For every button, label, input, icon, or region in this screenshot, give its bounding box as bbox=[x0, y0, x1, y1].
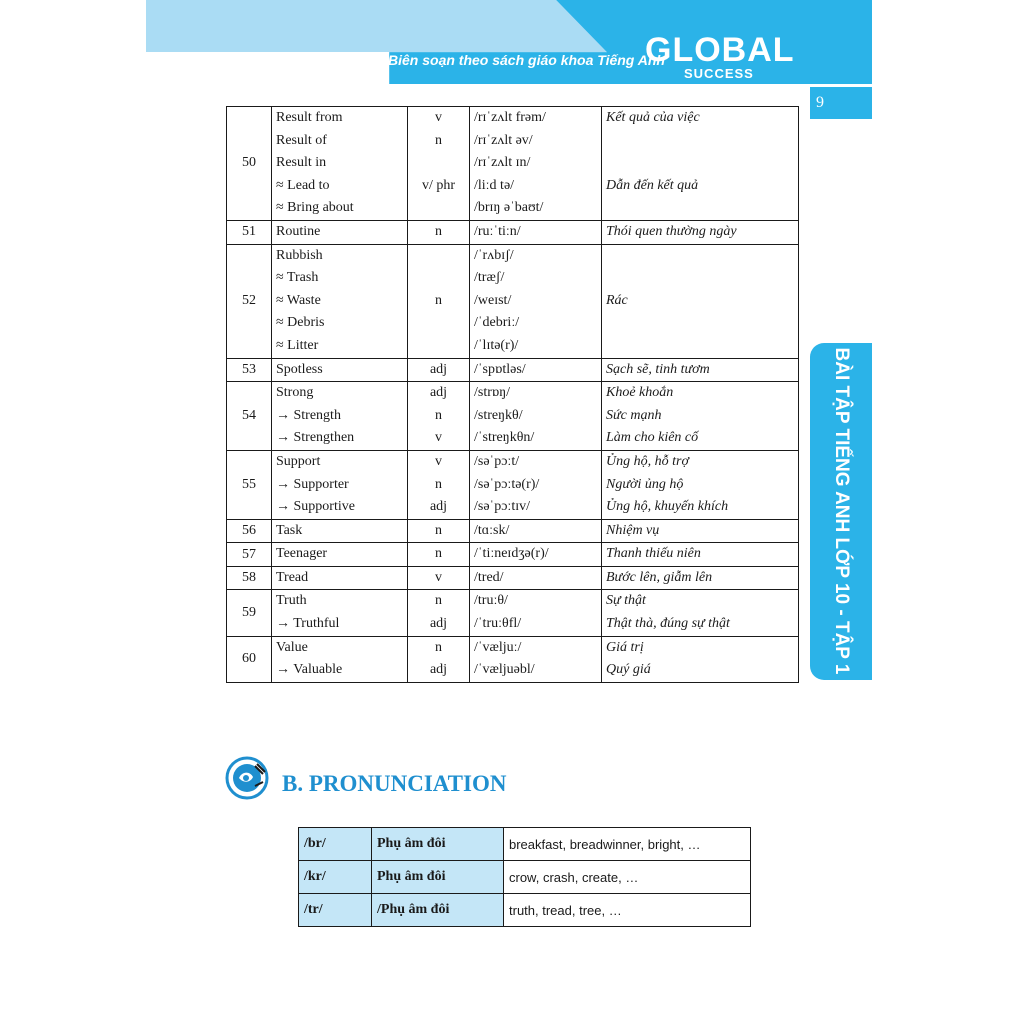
pronunciation-table bbox=[298, 827, 751, 927]
entry-meaning-cell bbox=[602, 450, 799, 519]
entry-meaning: Giá trị bbox=[606, 639, 644, 655]
entry-number: 53 bbox=[227, 358, 272, 382]
logo-global: GLOBAL bbox=[645, 31, 795, 69]
entry-ipa: /tɑːsk/ bbox=[474, 522, 510, 538]
entry-ipa: /liːd tə/ bbox=[474, 177, 515, 193]
entry-word-cell bbox=[272, 519, 408, 543]
entry-word-cell bbox=[272, 450, 408, 519]
entry-ipa-cell bbox=[470, 244, 602, 358]
entry-part-of-speech bbox=[412, 267, 465, 290]
sound-examples: truth, tread, tree, … bbox=[504, 894, 751, 927]
table-row bbox=[299, 861, 751, 894]
entry-word: Support bbox=[276, 453, 321, 469]
entry-part-of-speech bbox=[412, 197, 465, 220]
entry-part-of-speech-cell bbox=[408, 590, 470, 636]
entry-meaning bbox=[606, 197, 794, 220]
entry-word: ≈ Trash bbox=[276, 270, 319, 286]
entry-word-cell bbox=[272, 382, 408, 451]
entry-part-of-speech-cell bbox=[408, 543, 470, 567]
entry-part-of-speech: n bbox=[435, 522, 442, 538]
entry-word: Task bbox=[276, 522, 303, 538]
entry-part-of-speech bbox=[412, 312, 465, 335]
entry-meaning: Sạch sẽ, tinh tươm bbox=[606, 361, 710, 377]
entry-word: → Strengthen bbox=[276, 430, 355, 446]
entry-ipa-cell bbox=[470, 566, 602, 590]
entry-number: 51 bbox=[227, 220, 272, 244]
entry-meaning bbox=[606, 312, 794, 335]
entry-part-of-speech: v/ phr bbox=[421, 177, 456, 193]
entry-ipa-cell bbox=[470, 107, 602, 221]
entry-meaning-cell bbox=[602, 244, 799, 358]
entry-word: ≈ Bring about bbox=[276, 200, 354, 216]
entry-meaning: Rác bbox=[606, 292, 628, 308]
entry-part-of-speech: adj bbox=[429, 616, 448, 632]
entry-ipa-cell bbox=[470, 543, 602, 567]
entry-meaning: Người ủng hộ bbox=[606, 476, 684, 492]
entry-part-of-speech bbox=[412, 245, 465, 268]
entry-part-of-speech: adj bbox=[429, 662, 448, 678]
entry-ipa-cell bbox=[470, 358, 602, 382]
header-subtitle: Biên soạn theo sách giáo khoa Tiếng Anh bbox=[388, 52, 665, 68]
entry-part-of-speech-cell bbox=[408, 107, 470, 221]
table-row bbox=[227, 382, 799, 451]
entry-word: Result in bbox=[276, 155, 327, 171]
entry-word: Teenager bbox=[276, 546, 328, 562]
table-row bbox=[227, 220, 799, 244]
entry-ipa: /ˈstreŋkθn/ bbox=[474, 430, 535, 446]
entry-word-cell bbox=[272, 590, 408, 636]
entry-meaning: Thói quen thường ngày bbox=[606, 223, 737, 239]
entry-meaning-cell bbox=[602, 543, 799, 567]
entry-ipa: /strɒŋ/ bbox=[474, 385, 511, 401]
table-row bbox=[227, 590, 799, 636]
page-number: 9 bbox=[810, 87, 872, 119]
entry-meaning-cell bbox=[602, 220, 799, 244]
entry-part-of-speech: n bbox=[435, 546, 442, 562]
entry-part-of-speech: adj bbox=[429, 499, 448, 515]
entry-number: 57 bbox=[227, 543, 272, 567]
entry-meaning: Sức mạnh bbox=[606, 407, 662, 423]
entry-number: 54 bbox=[227, 382, 272, 451]
entry-word-cell bbox=[272, 107, 408, 221]
entry-ipa-cell bbox=[470, 220, 602, 244]
entry-ipa: /weɪst/ bbox=[474, 292, 512, 308]
entry-number: 50 bbox=[227, 107, 272, 221]
entry-ipa-cell bbox=[470, 590, 602, 636]
entry-ipa: /streŋkθ/ bbox=[474, 407, 523, 423]
entry-meaning-cell bbox=[602, 382, 799, 451]
entry-ipa: /rɪˈzʌlt əv/ bbox=[474, 132, 533, 148]
entry-ipa: /ˈtiːneɪdʒə(r)/ bbox=[474, 546, 549, 562]
entry-word: Tread bbox=[276, 569, 309, 585]
entry-part-of-speech-cell bbox=[408, 566, 470, 590]
entry-part-of-speech: n bbox=[435, 639, 442, 655]
entry-part-of-speech: n bbox=[435, 476, 442, 492]
entry-word-cell bbox=[272, 566, 408, 590]
entry-ipa: /rɪˈzʌlt frəm/ bbox=[474, 110, 546, 125]
entry-meaning: Làm cho kiên cố bbox=[606, 430, 699, 446]
entry-word: ≈ Debris bbox=[276, 315, 325, 331]
table-row bbox=[227, 543, 799, 567]
entry-meaning-cell bbox=[602, 107, 799, 221]
entry-meaning: Sự thật bbox=[606, 593, 646, 609]
entry-ipa: /ruːˈtiːn/ bbox=[474, 223, 521, 239]
entry-ipa: /ˈspɒtləs/ bbox=[474, 361, 526, 377]
entry-ipa: /səˈpɔːt/ bbox=[474, 453, 520, 469]
entry-word: ≈ Litter bbox=[276, 337, 319, 353]
table-row bbox=[227, 450, 799, 519]
entry-meaning bbox=[606, 152, 794, 175]
entry-part-of-speech: adj bbox=[429, 361, 448, 377]
entry-ipa: /səˈpɔːtɪv/ bbox=[474, 499, 530, 515]
table-row bbox=[227, 566, 799, 590]
entry-ipa-cell bbox=[470, 519, 602, 543]
entry-ipa: /ˈdebriː/ bbox=[474, 315, 520, 331]
entry-word: Result of bbox=[276, 132, 327, 148]
entry-word: Rubbish bbox=[276, 247, 323, 263]
entry-meaning bbox=[606, 245, 794, 268]
entry-ipa: /brɪŋ əˈbaʊt/ bbox=[474, 200, 544, 216]
entry-meaning: Thanh thiếu niên bbox=[606, 546, 701, 562]
entry-meaning: Kết quả của việc bbox=[606, 110, 700, 125]
entry-meaning bbox=[606, 335, 794, 358]
sound-type: Phụ âm đôi bbox=[372, 861, 504, 894]
table-row bbox=[227, 244, 799, 358]
entry-part-of-speech: v bbox=[435, 110, 442, 125]
entry-word: Truth bbox=[276, 593, 307, 609]
entry-part-of-speech-cell bbox=[408, 519, 470, 543]
entry-meaning-cell bbox=[602, 519, 799, 543]
entry-part-of-speech-cell bbox=[408, 450, 470, 519]
entry-meaning: Nhiệm vụ bbox=[606, 522, 660, 538]
entry-number: 58 bbox=[227, 566, 272, 590]
entry-meaning: Ủng hộ, khuyến khích bbox=[606, 499, 729, 515]
entry-meaning: Thật thà, đúng sự thật bbox=[606, 616, 730, 632]
entry-part-of-speech-cell bbox=[408, 220, 470, 244]
entry-part-of-speech-cell bbox=[408, 244, 470, 358]
entry-part-of-speech: v bbox=[435, 430, 442, 446]
sound-type: /Phụ âm đôi bbox=[372, 894, 504, 927]
table-row bbox=[227, 519, 799, 543]
entry-meaning: Dẫn đến kết quả bbox=[606, 177, 699, 193]
entry-part-of-speech: n bbox=[435, 132, 442, 148]
entry-part-of-speech-cell bbox=[408, 358, 470, 382]
entry-part-of-speech: n bbox=[435, 407, 442, 423]
table-row bbox=[227, 107, 799, 221]
entry-word: ≈ Lead to bbox=[276, 177, 330, 193]
table-row bbox=[227, 636, 799, 682]
entry-word: Result from bbox=[276, 110, 343, 125]
entry-ipa-cell bbox=[470, 636, 602, 682]
entry-meaning-cell bbox=[602, 358, 799, 382]
entry-meaning: Quý giá bbox=[606, 662, 651, 678]
entry-word: Value bbox=[276, 639, 308, 655]
entry-word: Strong bbox=[276, 385, 314, 401]
entry-meaning bbox=[606, 130, 794, 153]
entry-word-cell bbox=[272, 244, 408, 358]
entry-ipa-cell bbox=[470, 450, 602, 519]
entry-part-of-speech: adj bbox=[429, 385, 448, 401]
side-tab-label: BÀI TẬP TIẾNG ANH LỚP 10 - TẬP 1 bbox=[831, 347, 852, 675]
sound-symbol: /kr/ bbox=[299, 861, 372, 894]
entry-number: 56 bbox=[227, 519, 272, 543]
sound-symbol: /tr/ bbox=[299, 894, 372, 927]
entry-part-of-speech-cell bbox=[408, 382, 470, 451]
entry-meaning-cell bbox=[602, 636, 799, 682]
entry-ipa: /ˈtruːθfl/ bbox=[474, 616, 522, 632]
entry-meaning: Bước lên, giẫm lên bbox=[606, 569, 713, 585]
entry-part-of-speech: v bbox=[435, 453, 442, 469]
entry-number: 59 bbox=[227, 590, 272, 636]
entry-ipa-cell bbox=[470, 382, 602, 451]
sound-examples: breakfast, breadwinner, bright, … bbox=[504, 828, 751, 861]
entry-word: → Truthful bbox=[276, 616, 340, 632]
entry-part-of-speech bbox=[412, 152, 465, 175]
entry-meaning-cell bbox=[602, 590, 799, 636]
sound-examples: crow, crash, create, … bbox=[504, 861, 751, 894]
entry-part-of-speech: n bbox=[435, 223, 442, 239]
entry-ipa: /ˈvæljuː/ bbox=[474, 639, 522, 655]
logo-success: SUCCESS bbox=[684, 66, 754, 81]
entry-part-of-speech bbox=[412, 335, 465, 358]
entry-ipa: /træʃ/ bbox=[474, 270, 505, 286]
entry-ipa: /ˈrʌbɪʃ/ bbox=[474, 247, 514, 263]
entry-word: ≈ Waste bbox=[276, 292, 321, 308]
entry-word-cell bbox=[272, 358, 408, 382]
entry-word: Spotless bbox=[276, 361, 323, 377]
entry-ipa: /tred/ bbox=[474, 569, 504, 585]
entry-number: 55 bbox=[227, 450, 272, 519]
entry-word: Routine bbox=[276, 223, 321, 239]
entry-word: → Supporter bbox=[276, 476, 349, 492]
sound-symbol: /br/ bbox=[299, 828, 372, 861]
entry-number: 52 bbox=[227, 244, 272, 358]
section-title: B. PRONUNCIATION bbox=[282, 771, 507, 796]
table-row bbox=[299, 828, 751, 861]
ear-icon bbox=[225, 756, 269, 800]
entry-number: 60 bbox=[227, 636, 272, 682]
table-row bbox=[227, 358, 799, 382]
entry-meaning bbox=[606, 267, 794, 290]
entry-meaning: Ủng hộ, hỗ trợ bbox=[606, 453, 689, 469]
table-row bbox=[299, 894, 751, 927]
entry-word-cell bbox=[272, 543, 408, 567]
entry-meaning: Khoẻ khoắn bbox=[606, 385, 674, 401]
entry-word: → Valuable bbox=[276, 662, 343, 678]
entry-part-of-speech: n bbox=[435, 593, 442, 609]
entry-ipa: /ˈlɪtə(r)/ bbox=[474, 337, 519, 353]
entry-ipa: /səˈpɔːtə(r)/ bbox=[474, 476, 540, 492]
sound-type: Phụ âm đôi bbox=[372, 828, 504, 861]
entry-word: → Strength bbox=[276, 407, 341, 423]
entry-part-of-speech: v bbox=[435, 569, 442, 585]
entry-part-of-speech-cell bbox=[408, 636, 470, 682]
entry-word: → Supportive bbox=[276, 499, 355, 515]
entry-ipa: /rɪˈzʌlt ɪn/ bbox=[474, 155, 531, 171]
entry-meaning-cell bbox=[602, 566, 799, 590]
entry-word-cell bbox=[272, 220, 408, 244]
entry-word-cell bbox=[272, 636, 408, 682]
entry-ipa: /truːθ/ bbox=[474, 593, 508, 609]
entry-part-of-speech: n bbox=[435, 292, 442, 308]
entry-ipa: /ˈvæljuəbl/ bbox=[474, 662, 535, 678]
vocabulary-table bbox=[226, 106, 799, 683]
